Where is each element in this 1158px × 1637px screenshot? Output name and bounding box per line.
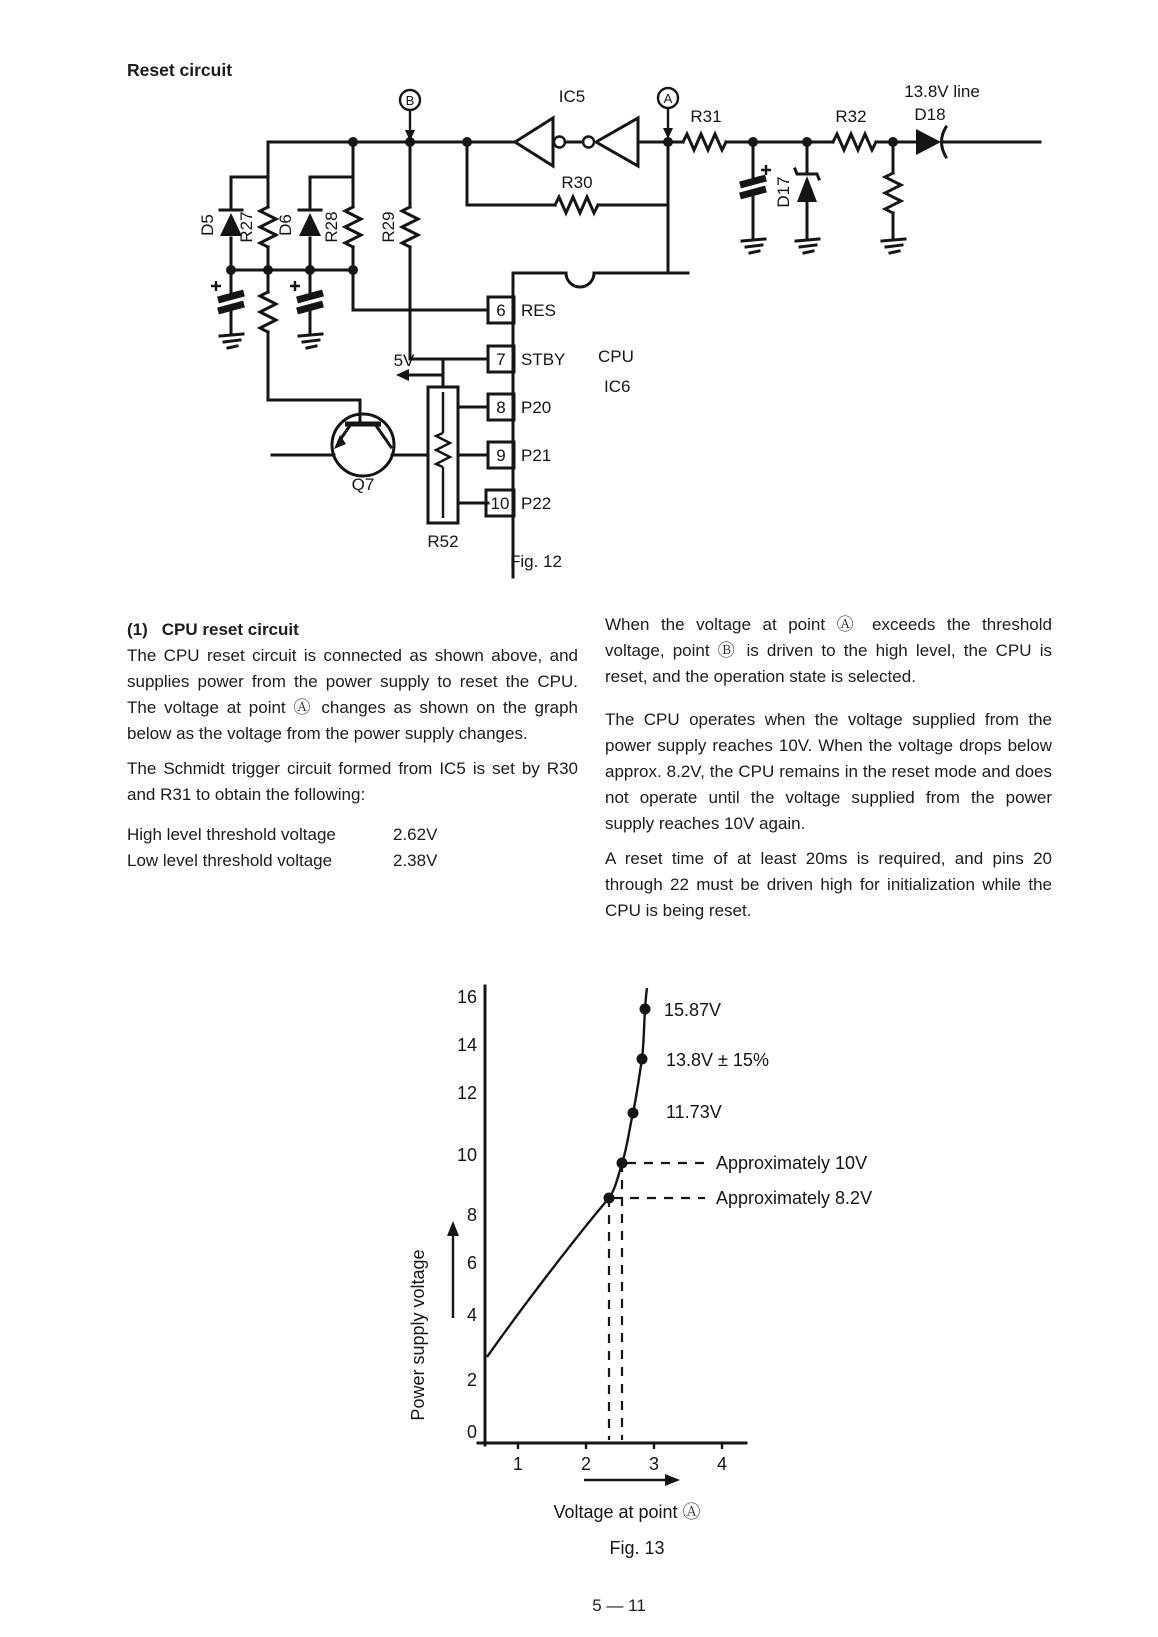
q7-label: Q7 <box>351 475 375 494</box>
paragraph: A reset time of at least 20ms is required, and pins 20 through 22 must be driven high for initialization while the CPU is being reset. <box>605 849 1052 920</box>
point-b-marker <box>400 90 420 141</box>
data-point-15-87 <box>640 1004 651 1015</box>
section-title: CPU reset circuit <box>161 620 299 639</box>
reset-circuit-schematic <box>90 60 1070 590</box>
pin-name: P20 <box>521 398 552 417</box>
line-13-8v-label: 13.8V line <box>904 82 980 101</box>
capacitor-icon <box>297 293 323 311</box>
capacitor-icon <box>218 293 244 311</box>
r27-label: R27 <box>237 211 256 243</box>
resistor-r29-icon <box>402 207 418 247</box>
inverter-bubble-icon <box>583 137 594 148</box>
r52-5v-group <box>394 351 488 551</box>
x-tick: 3 <box>648 1454 660 1474</box>
pin-9 <box>488 442 551 468</box>
d17-label: D17 <box>774 176 793 208</box>
threshold-label: High level threshold voltage <box>127 825 336 844</box>
page-number: 5 — 11 <box>592 1596 646 1615</box>
arrow-left-icon <box>396 369 409 381</box>
annotation: 13.8V ± 15% <box>666 1050 769 1070</box>
pin-10 <box>486 490 551 516</box>
diode-d6-icon <box>299 210 321 236</box>
right-column <box>605 612 1052 924</box>
fig13-caption: Fig. 13 <box>609 1538 665 1558</box>
plus-icon <box>211 281 221 291</box>
fig12-caption: Fig. 12 <box>510 552 562 571</box>
d5-label: D5 <box>198 214 217 236</box>
paragraph: The CPU reset circuit is connected as shown above, and supplies power from the power supply to reset the CPU. The voltage at point Ⓐ changes as shown on the graph below as the voltage from the power supply changes. <box>127 646 578 743</box>
pull-resistor <box>882 142 905 253</box>
threshold-value: 2.62V <box>393 825 438 844</box>
r29-label: R29 <box>379 211 398 243</box>
paragraph: The CPU operates when the voltage supplied from the power supply reaches 10V. When the voltage drops below approx. 8.2V, the CPU remains in the reset mode and does not operate until the voltage supplied from the power supply reaches 10V again. <box>605 710 1052 833</box>
y-tick: 16 <box>456 987 477 1007</box>
arrow-up-icon <box>447 1221 459 1236</box>
5v-label: 5V <box>393 351 415 370</box>
pin-6 <box>488 297 556 323</box>
diode-d18-icon <box>916 129 941 155</box>
paragraph: When the voltage at point Ⓐ exceeds the threshold voltage, point Ⓑ is driven to the high level, the CPU is reset, and the operation state is selected. <box>605 615 1052 686</box>
ic5-label: IC5 <box>558 87 586 106</box>
y-tick: 4 <box>466 1305 477 1325</box>
pin-number: 7 <box>496 350 506 369</box>
inverter-icon <box>515 118 553 166</box>
r28-label: R28 <box>322 211 341 243</box>
diode-d18 <box>904 82 1040 157</box>
section-number: (1) <box>127 620 148 639</box>
voltage-graph <box>380 930 1000 1575</box>
resistor-r32-icon <box>833 134 876 150</box>
threshold-value: 2.38V <box>393 851 438 870</box>
y-tick: 12 <box>456 1083 477 1103</box>
paragraph: The Schmidt trigger circuit formed from IC5 is set by R30 and R31 to obtain the following: <box>127 759 578 804</box>
cap-ground-d6 <box>290 270 323 348</box>
ground-icon <box>220 334 243 348</box>
emitter-arrow-icon <box>334 435 346 449</box>
ic6-label: IC6 <box>604 377 631 396</box>
plus-icon <box>290 281 300 291</box>
table-row <box>127 822 578 848</box>
data-point-13-8 <box>637 1054 648 1065</box>
r32-label: R32 <box>835 107 867 126</box>
y-tick: 14 <box>456 1035 477 1055</box>
pin-number: 10 <box>490 494 510 513</box>
point-a-label: A <box>663 91 673 106</box>
x-tick: 4 <box>716 1454 728 1474</box>
point-a-marker <box>658 88 678 271</box>
r30-label: R30 <box>561 173 593 192</box>
table-row <box>127 848 578 874</box>
r31-label: R31 <box>690 107 722 126</box>
resistor-icon <box>885 173 901 213</box>
x-tick: 1 <box>512 1454 524 1474</box>
threshold-label: Low level threshold voltage <box>127 851 333 870</box>
top-bus-wire <box>268 137 515 207</box>
data-point-11-73 <box>628 1108 639 1119</box>
x-tick: 2 <box>580 1454 592 1474</box>
annotation: 15.87V <box>664 1000 722 1020</box>
ground-icon <box>882 239 905 253</box>
cap-ground-a <box>740 142 771 253</box>
y-tick: 2 <box>466 1370 477 1390</box>
zener-d17 <box>774 142 819 253</box>
pin-number: 9 <box>496 446 506 465</box>
pin-8 <box>488 394 551 420</box>
resistor-r31-icon <box>683 134 726 150</box>
y-axis-label: Power supply voltage <box>408 1249 428 1421</box>
annotation: Approximately 10V <box>716 1153 868 1173</box>
data-point-10 <box>617 1158 628 1169</box>
threshold-table <box>127 822 578 874</box>
resistor-icon <box>260 292 276 332</box>
data-point-8-2 <box>604 1193 615 1204</box>
pin-number: 6 <box>496 301 506 320</box>
d6-label: D6 <box>276 214 295 236</box>
cpu-ic6 <box>486 273 688 577</box>
point-b-label: B <box>405 93 415 108</box>
y-tick: 6 <box>466 1253 477 1273</box>
capacitor-icon <box>740 178 766 196</box>
left-column <box>127 617 578 874</box>
pin-name: STBY <box>521 350 566 369</box>
ground-icon <box>299 334 322 348</box>
inverter-bubble-icon <box>554 137 565 148</box>
inverter-icon <box>596 118 638 166</box>
branch-d6-r28 <box>276 142 361 275</box>
branch-r29 <box>379 142 488 359</box>
ground-icon <box>742 239 765 253</box>
y-tick-labels <box>457 987 477 1442</box>
annotation: Approximately 8.2V <box>716 1188 873 1208</box>
page-title: Reset circuit <box>127 60 233 80</box>
section-heading <box>127 617 578 643</box>
annotation: 11.73V <box>666 1102 722 1122</box>
resistor-r30-icon <box>555 197 598 213</box>
transistor-q7 <box>272 414 428 494</box>
ground-icon <box>796 239 819 253</box>
arrow-right-icon <box>665 1474 680 1486</box>
cpu-label: CPU <box>598 347 634 366</box>
d18-label: D18 <box>914 105 946 124</box>
zener-d17-icon <box>797 176 817 202</box>
pin-name: RES <box>521 301 556 320</box>
r52-label: R52 <box>427 532 459 551</box>
resistor-r28-icon <box>345 207 361 247</box>
x-axis-label: Voltage at point Ⓐ <box>553 1502 701 1522</box>
pin-name: P22 <box>521 494 552 513</box>
pin-number: 8 <box>496 398 506 417</box>
res-wire <box>353 270 488 310</box>
cap-ground-d5 <box>211 270 244 348</box>
point-labels <box>664 1000 872 1208</box>
resistor-r27-icon <box>260 207 276 247</box>
right-chain <box>683 82 1040 253</box>
plus-icon <box>761 165 771 175</box>
y-tick: 8 <box>466 1205 477 1225</box>
y-tick: 10 <box>456 1145 477 1165</box>
y-tick: 0 <box>466 1422 477 1442</box>
pin-name: P21 <box>521 446 552 465</box>
pin-7 <box>488 346 565 372</box>
x-tick-labels <box>513 1454 727 1474</box>
